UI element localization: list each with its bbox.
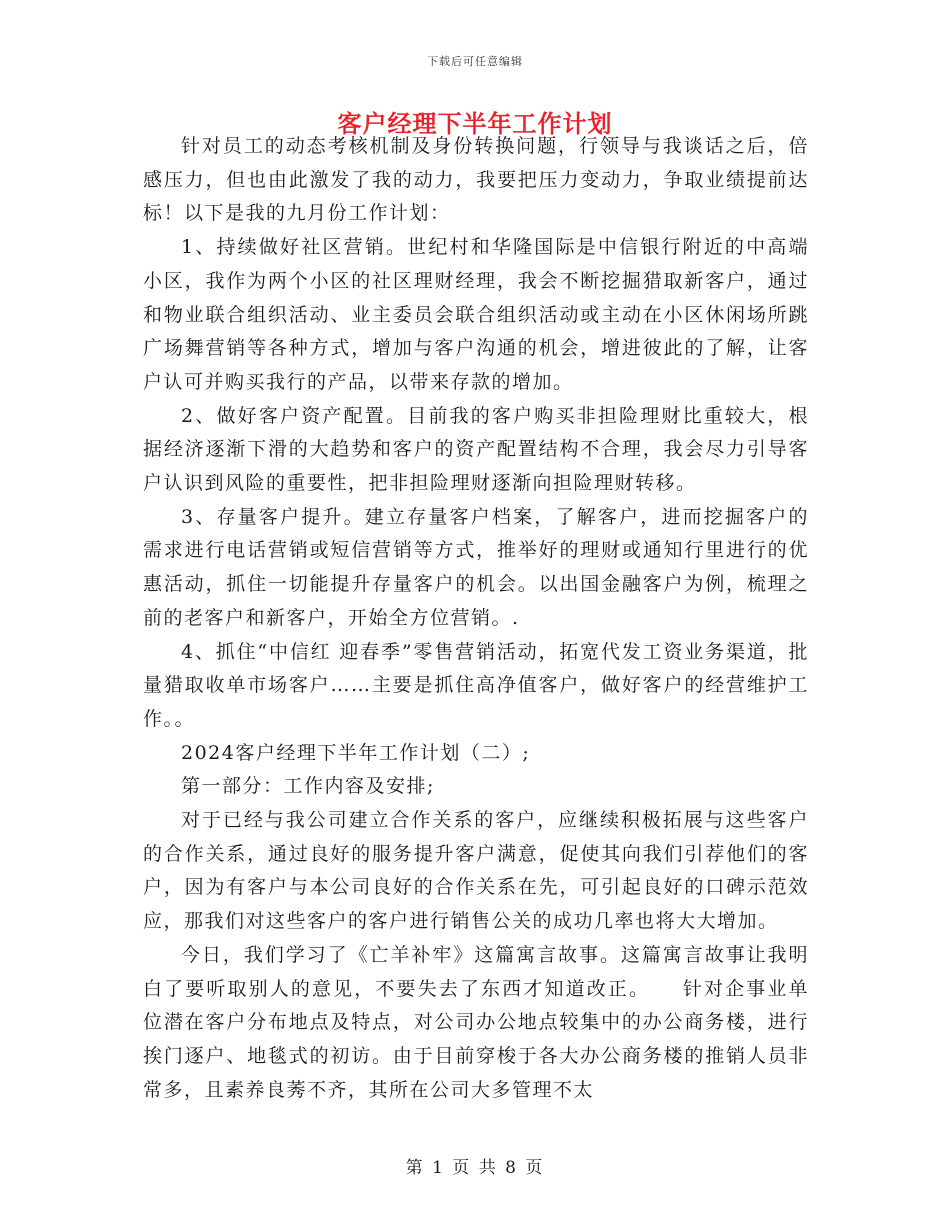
- paragraph-intro: 针对员工的动态考核机制及身份转换问题，行领导与我谈话之后，倍感压力，但也由此激发了我的动力，我要把压力变动力，争取业绩提前达标！以下是我的九月份工作计划：: [143, 135, 809, 225]
- header-note: 下载后可任意编辑: [427, 55, 523, 68]
- document-body: [143, 130, 809, 1107]
- paragraph-today: 今日，我们学习了《亡羊补牢》这篇寓言故事。这篇寓言故事让我明白了要听取别人的意见，不要失去了东西才知道改正。 针对企事业单位潜在客户分布地点及特点，对公司办公地点较集中的办公商务楼，进行挨门逐户、地毯式的初访。由于目前穿梭于各大办公商务楼的推销人员非常多，且素养良莠不齐，其所在公司大多管理不太: [143, 943, 809, 1101]
- paragraph-item-2: 2、做好客户资产配置。目前我的客户购买非担险理财比重较大，根据经济逐渐下滑的大趋势和客户的资产配置结构不合理，我会尽力引导客户认识到风险的重要性，把非担险理财逐渐向担险理财转移。: [143, 404, 809, 495]
- paragraph-item-1: 1、持续做好社区营销。世纪村和华隆国际是中信银行附近的中高端小区，我作为两个小区的社区理财经理，我会不断挖掘猎取新客户，通过和物业联合组织活动、业主委员会联合组织活动或主动在小区休闲场所跳广场舞营销等各种方式，增加与客户沟通的机会，增进彼此的了解，让客户认可并购买我行的产品，以带来存款的增加。: [143, 236, 809, 393]
- page-footer: 第 1 页 共 8 页: [405, 1158, 545, 1178]
- part-heading-1: 第一部分：工作内容及安排;: [181, 775, 435, 798]
- document-title: 客户经理下半年工作计划: [337, 109, 613, 138]
- section-heading-2: 2024客户经理下半年工作计划（二）;: [181, 741, 531, 764]
- paragraph-item-4: 4、抓住“中信红 迎春季”零售营销活动，拓宽代发工资业务渠道，批量猎取收单市场客户……主要是抓住高净值客户，做好客户的经营维护工作。。: [143, 640, 809, 730]
- paragraph-clients: 对于已经与我公司建立合作关系的客户，应继续积极拓展与这些客户的合作关系，通过良好的服务提升客户满意，促使其向我们引荐他们的客户，因为有客户与本公司良好的合作关系在先，可引起良好的口碑示范效应，那我们对这些客户的客户进行销售公关的成功几率也将大大增加。: [143, 809, 809, 933]
- paragraph-item-3: 3、存量客户提升。建立存量客户档案，了解客户，进而挖掘客户的需求进行电话营销或短信营销等方式，推举好的理财或通知行里进行的优惠活动，抓住一切能提升存量客户的机会。以出国金融客户为例，梳理之前的老客户和新客户，开始全方位营销。.: [143, 505, 809, 629]
